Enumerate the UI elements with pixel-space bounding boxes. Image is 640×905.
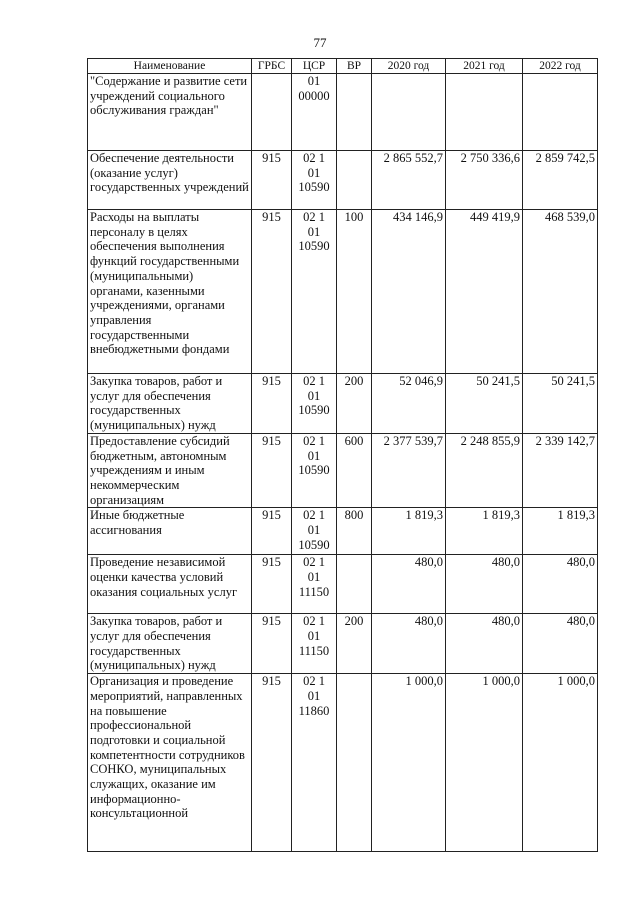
cell-grbs: 915 [252,433,292,508]
table-row [88,374,598,434]
cell-csr: 01 00000 [292,74,337,151]
table-row [88,151,598,210]
cell-name: Проведение независимой оценки качества условий оказания социальных услуг [88,555,252,614]
cell-2020: 1 819,3 [372,508,446,555]
cell-2020: 480,0 [372,614,446,674]
cell-grbs: 915 [252,674,292,852]
cell-2020: 434 146,9 [372,210,446,374]
cell-2021: 50 241,5 [446,374,523,434]
header-csr: ЦСР [292,59,337,74]
cell-2022: 1 000,0 [523,674,598,852]
cell-csr: 02 1 01 10590 [292,374,337,434]
cell-vr: 200 [337,614,372,674]
cell-2021: 480,0 [446,555,523,614]
cell-2021: 2 750 336,6 [446,151,523,210]
cell-vr [337,74,372,151]
cell-grbs: 915 [252,210,292,374]
cell-2020: 2 377 539,7 [372,433,446,508]
cell-2020: 2 865 552,7 [372,151,446,210]
header-vr: ВР [337,59,372,74]
cell-grbs: 915 [252,151,292,210]
cell-2022: 1 819,3 [523,508,598,555]
cell-csr: 02 1 01 10590 [292,433,337,508]
cell-name: Иные бюджетные ассигнования [88,508,252,555]
cell-2020: 52 046,9 [372,374,446,434]
cell-2020 [372,74,446,151]
page-number: 77 [313,35,327,50]
cell-grbs: 915 [252,555,292,614]
cell-name: Закупка товаров, работ и услуг для обеспечения государственных (муниципальных) нужд [88,614,252,674]
cell-csr: 02 1 01 11150 [292,555,337,614]
cell-2021: 449 419,9 [446,210,523,374]
header-2022: 2022 год [523,59,598,74]
cell-csr: 02 1 01 10590 [292,508,337,555]
budget-table [87,58,598,852]
cell-2021: 2 248 855,9 [446,433,523,508]
cell-csr: 02 1 01 10590 [292,210,337,374]
cell-vr: 200 [337,374,372,434]
cell-2021: 1 819,3 [446,508,523,555]
cell-2021: 480,0 [446,614,523,674]
cell-vr: 600 [337,433,372,508]
table-row [88,508,598,555]
cell-2022: 2 859 742,5 [523,151,598,210]
header-name: Наименование [88,59,252,74]
cell-2022 [523,74,598,151]
cell-2020: 480,0 [372,555,446,614]
cell-2022: 480,0 [523,614,598,674]
table-row [88,74,598,151]
cell-2022: 468 539,0 [523,210,598,374]
table-row [88,433,598,508]
cell-2022: 2 339 142,7 [523,433,598,508]
cell-grbs: 915 [252,508,292,555]
table-row [88,614,598,674]
cell-name: Закупка товаров, работ и услуг для обеспечения государственных (муниципальных) нужд [88,374,252,434]
cell-2020: 1 000,0 [372,674,446,852]
cell-vr [337,555,372,614]
cell-name: "Содержание и развитие сети учреждений социального обслуживания граждан" [88,74,252,151]
cell-name: Обеспечение деятельности (оказание услуг) государственных учреждений [88,151,252,210]
cell-vr [337,674,372,852]
cell-2022: 50 241,5 [523,374,598,434]
table-row [88,674,598,852]
cell-vr [337,151,372,210]
cell-vr: 800 [337,508,372,555]
cell-grbs: 915 [252,614,292,674]
header-2020: 2020 год [372,59,446,74]
table-row [88,555,598,614]
cell-2021 [446,74,523,151]
cell-name: Расходы на выплаты персоналу в целях обеспечения выполнения функций государственными (муниципальными) органами, казенными учреждениями, органами управления государственными внебюджетными фондами [88,210,252,374]
cell-name: Организация и проведение мероприятий, направленных на повышение профессиональной подготовки и социальной компетентности сотрудников СОНКО, муниципальных служащих, оказание им информационно-консультационной [88,674,252,852]
cell-csr: 02 1 01 11860 [292,674,337,852]
cell-vr: 100 [337,210,372,374]
cell-csr: 02 1 01 11150 [292,614,337,674]
table-header-row [88,59,598,74]
cell-csr: 02 1 01 10590 [292,151,337,210]
cell-2021: 1 000,0 [446,674,523,852]
header-2021: 2021 год [446,59,523,74]
header-grbs: ГРБС [252,59,292,74]
table-row [88,210,598,374]
cell-grbs: 915 [252,374,292,434]
cell-2022: 480,0 [523,555,598,614]
cell-name: Предоставление субсидий бюджетным, автономным учреждениям и иным некоммерческим организациям [88,433,252,508]
cell-grbs [252,74,292,151]
